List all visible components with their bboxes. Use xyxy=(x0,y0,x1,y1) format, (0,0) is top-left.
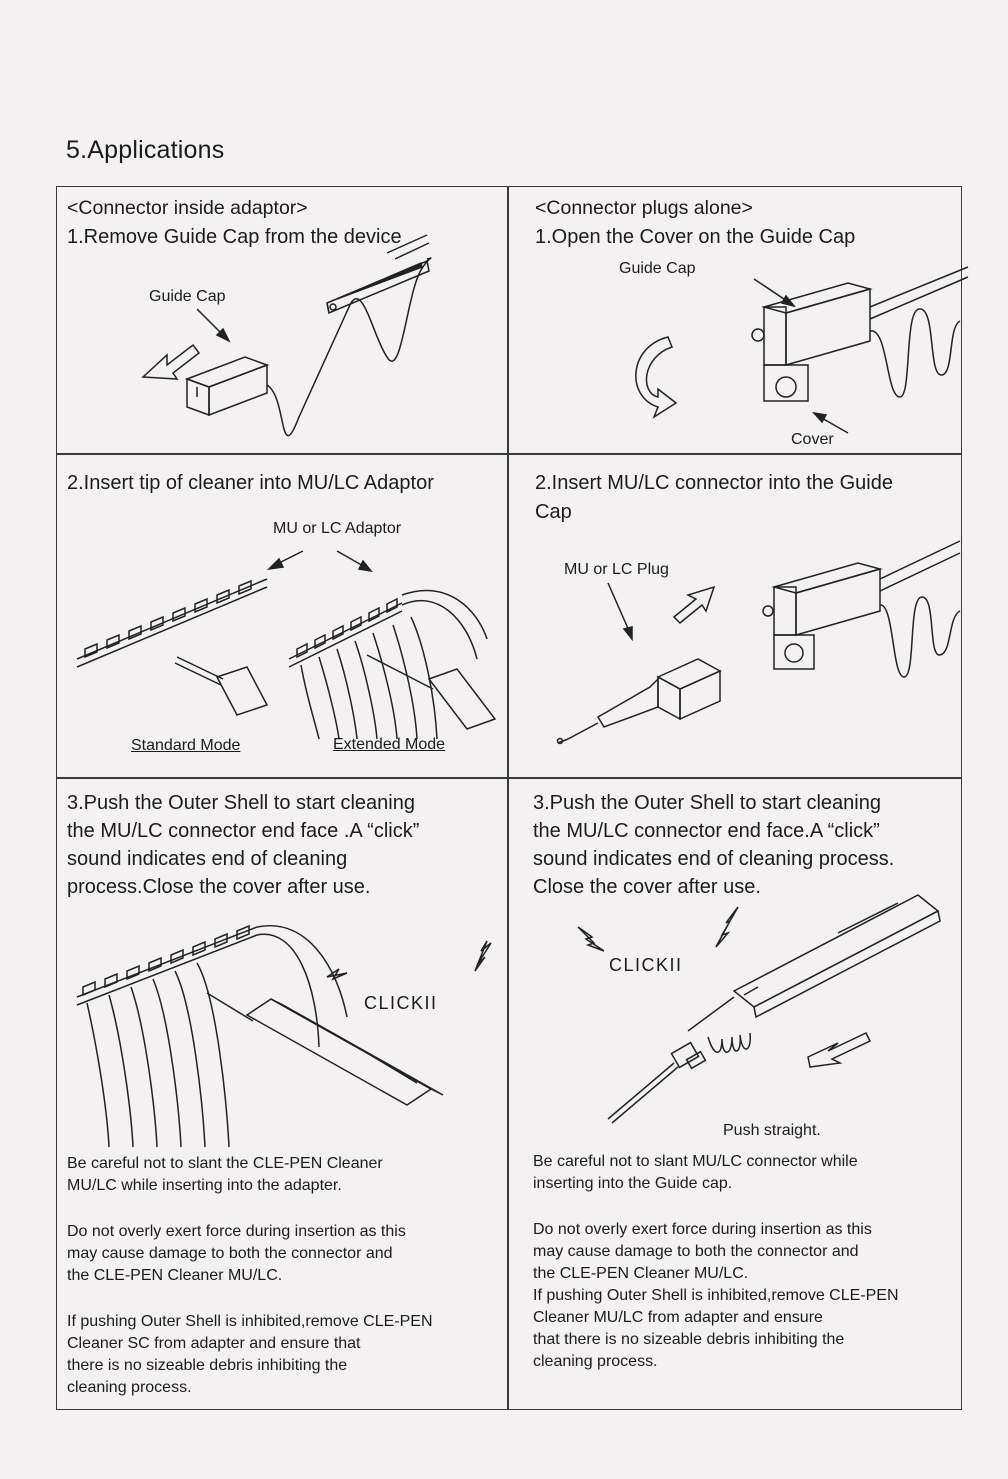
right-guide-cap-label: Guide Cap xyxy=(619,260,696,277)
click-spark xyxy=(716,907,738,947)
extended-mode-label: Extended Mode xyxy=(333,736,446,753)
right-step2-title-2: Cap xyxy=(535,501,572,523)
cover-label: Cover xyxy=(791,431,834,448)
left-step3-line-1: 3.Push the Outer Shell to start cleaning xyxy=(67,792,415,814)
left-step3-text xyxy=(67,789,497,901)
right-note-2-line-3: the CLE-PEN Cleaner MU/LC. xyxy=(533,1265,749,1282)
row-divider xyxy=(57,777,961,779)
right-note-2-line-6: that there is no sizeable debris inhibiting the xyxy=(533,1331,845,1348)
standard-mode-label: Standard Mode xyxy=(131,737,241,754)
left-step1-title: 1.Remove Guide Cap from the device xyxy=(67,226,402,248)
cleaner-pen xyxy=(207,993,443,1105)
right-step3-line-4: Close the cover after use. xyxy=(533,876,761,898)
insert-connector-illustration xyxy=(508,527,962,767)
right-step3-line-2: the MU/LC connector end face.A “click” xyxy=(533,820,880,842)
left-note-2-line-1: Do not overly exert force during insertion as this xyxy=(67,1223,406,1240)
right-note-2-line-2: may cause damage to both the connector and xyxy=(533,1243,859,1260)
applications-table xyxy=(56,186,962,1410)
left-note-2-line-2: may cause damage to both the connector and xyxy=(67,1245,393,1262)
left-note-3-line-3: there is no sizeable debris inhibiting the xyxy=(67,1357,348,1374)
right-section-heading: <Connector plugs alone> xyxy=(535,197,753,219)
left-step3-line-2: the MU/LC connector end face .A “click” xyxy=(67,820,420,842)
right-step3-line-3: sound indicates end of cleaning process. xyxy=(533,848,895,870)
plug-and-cable xyxy=(608,997,750,1123)
remove-guide-cap-illustration xyxy=(57,247,507,447)
extended-cleaner xyxy=(367,655,495,729)
right-note-2-line-4: If pushing Outer Shell is inhibited,remove CLE-PEN xyxy=(533,1287,899,1304)
removal-direction-arrow xyxy=(143,345,199,379)
left-note-3-line-2: Cleaner SC from adapter and ensure that xyxy=(67,1335,361,1352)
right-note-2-line-5: Cleaner MU/LC from adapter and ensure xyxy=(533,1309,823,1326)
fiber-cable xyxy=(267,258,431,436)
right-step2-title-1: 2.Insert MU/LC connector into the Guide xyxy=(535,472,893,494)
guide-cap-shape xyxy=(187,357,267,415)
right-notes xyxy=(533,1151,957,1373)
insert-direction-arrow xyxy=(674,587,714,623)
left-section-heading: <Connector inside adaptor> xyxy=(67,197,308,219)
fiber-cable xyxy=(880,541,960,677)
right-step2-text xyxy=(535,469,955,527)
fiber-cable xyxy=(870,267,968,397)
click-spark xyxy=(475,941,491,971)
push-shell-plug-illustration xyxy=(508,887,962,1127)
push-straight-label: Push straight. xyxy=(723,1122,821,1139)
left-step1-text xyxy=(67,193,497,252)
left-step3-line-4: process.Close the cover after use. xyxy=(67,876,371,898)
row-divider xyxy=(57,453,961,455)
click-spark xyxy=(327,969,347,979)
right-step1-title: 1.Open the Cover on the Guide Cap xyxy=(535,226,856,248)
left-note-1-line-2: MU/LC while inserting into the adapter. xyxy=(67,1177,342,1194)
rotation-arrow xyxy=(636,337,676,417)
open-cover-illustration xyxy=(508,247,962,447)
left-step2-title: 2.Insert tip of cleaner into MU/LC Adaptor xyxy=(67,472,434,494)
right-note-2-line-1: Do not overly exert force during insertion as this xyxy=(533,1221,872,1238)
right-note-2-line-7: cleaning process. xyxy=(533,1353,658,1370)
right-note-1-line-1: Be careful not to slant MU/LC connector while xyxy=(533,1153,858,1170)
insert-tip-illustration xyxy=(57,539,507,739)
adaptor-label: MU or LC Adaptor xyxy=(273,520,402,537)
push-direction-arrow xyxy=(808,1033,870,1067)
mu-lc-plug xyxy=(558,659,721,744)
left-click-label: CLICKII xyxy=(364,993,438,1013)
right-step3-line-1: 3.Push the Outer Shell to start cleaning xyxy=(533,792,881,814)
right-step1-text xyxy=(535,193,955,252)
standard-cleaner xyxy=(175,657,267,715)
right-note-1-line-2: inserting into the Guide cap. xyxy=(533,1175,733,1192)
guide-cap-shape xyxy=(752,283,870,401)
cleaner-pen xyxy=(734,895,940,1017)
left-step2-text xyxy=(67,469,497,498)
left-note-3-line-1: If pushing Outer Shell is inhibited,remove CLE-PEN xyxy=(67,1313,433,1330)
guide-cap-shape xyxy=(763,563,880,669)
left-note-1-line-1: Be careful not to slant the CLE-PEN Cleaner xyxy=(67,1155,383,1172)
right-step3-text xyxy=(533,789,957,901)
adaptor-row xyxy=(77,926,257,1005)
click-spark xyxy=(578,927,604,951)
left-note-3-line-4: cleaning process. xyxy=(67,1379,192,1396)
left-note-2-line-3: the CLE-PEN Cleaner MU/LC. xyxy=(67,1267,283,1284)
left-guide-cap-label: Guide Cap xyxy=(149,288,226,305)
page-title: 5.Applications xyxy=(66,136,225,164)
right-click-label: CLICKII xyxy=(609,955,683,975)
plug-label: MU or LC Plug xyxy=(564,561,669,578)
device-body xyxy=(327,235,429,313)
standard-adaptor-row xyxy=(77,579,267,667)
left-step3-line-3: sound indicates end of cleaning xyxy=(67,848,348,870)
push-shell-adaptor-illustration xyxy=(57,907,507,1147)
left-notes xyxy=(67,1153,497,1399)
